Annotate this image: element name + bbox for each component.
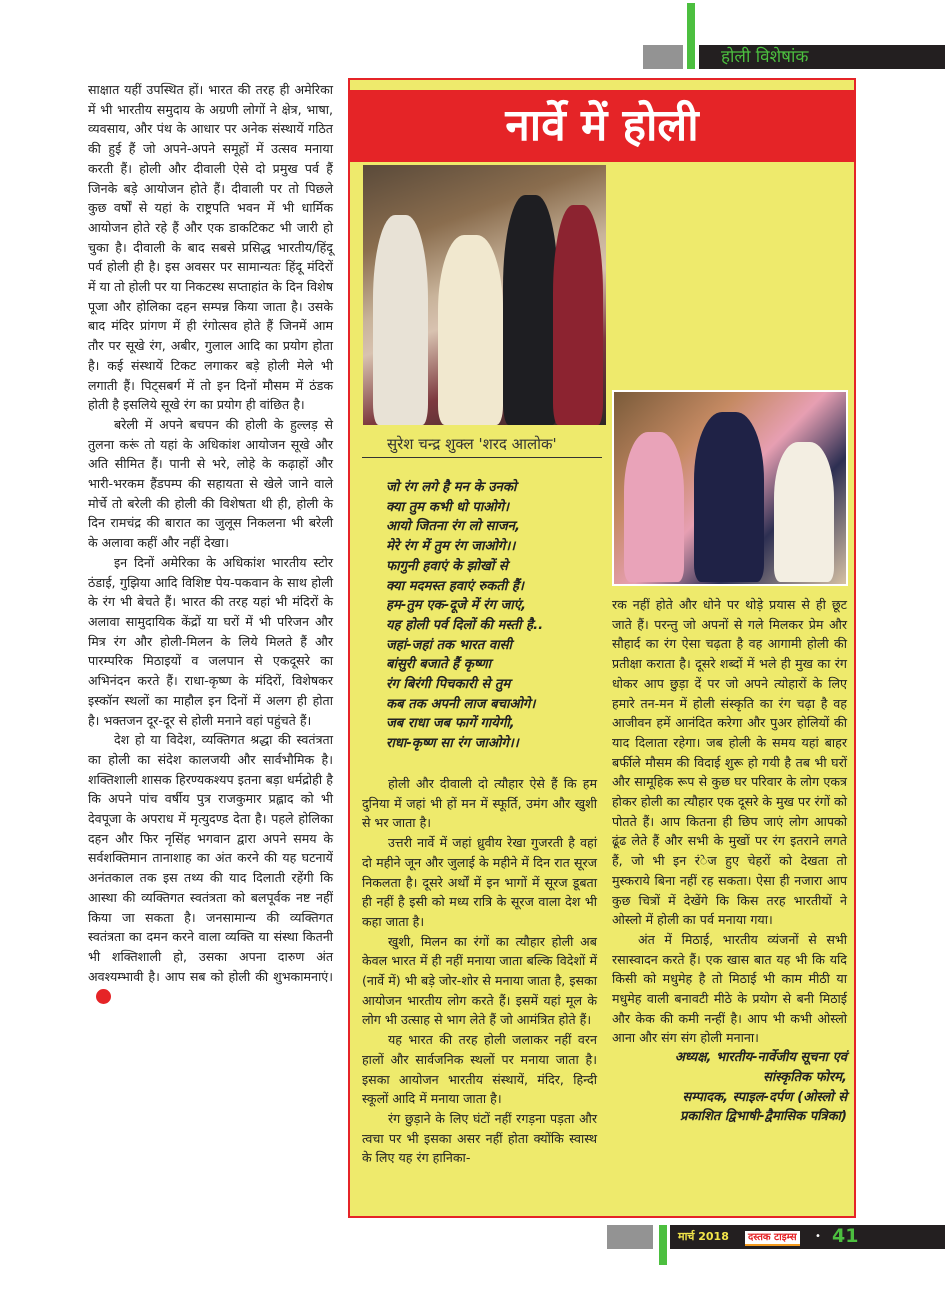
paragraph: यह भारत की तरह होली जलाकर नहीं वरन हालों और सार्वजनिक स्थलों पर मनाया जाता है। इसका आयोजन भारतीय संस्थायें, मंदिर, हिन्दी स्कूलों आदि में मनाया जाता है। — [362, 1032, 597, 1107]
end-mark-icon — [96, 989, 111, 1004]
holi-women-photo — [612, 390, 848, 586]
poem-line: क्या मदमस्त हवाएं रुकती हैं। — [386, 578, 524, 594]
poem — [386, 478, 606, 754]
author-signature — [612, 1048, 847, 1127]
page-number: 41 — [832, 1225, 859, 1247]
poem-line: आयो जितना रंग लो साजन, — [386, 519, 520, 535]
section-label: होली विशेषांक — [699, 45, 945, 69]
signature-line: अध्यक्ष, भारतीय-नार्वेजीय सूचना एवं — [674, 1050, 847, 1066]
poem-line: मेरे रंग में तुम रंग जाओगे।। — [386, 539, 516, 555]
paragraph: रंग छुड़ाने के लिए घंटों नहीं रगड़ना पड़ता और त्वचा पर भी इसका असर नहीं होता क्योंकि स्वास्थ के लिए यह रंग हानिका- — [362, 1110, 597, 1166]
poem-line: बांसुरी बजाते हैं कृष्णा — [386, 657, 492, 673]
paragraph: बरेली में अपने बचपन की होली के हुल्लड़ से तुलना करूं तो यहां के अधिकांश आयोजन सूखे और अति सीमित हैं। पानी से भरे, लोहे के कढ़ाहों और भारी-भरकम हैंडपम्प की सहायता से खेले जाने वाले मोर्चे तो बरेली की होली की विशेषता थी ही, होली के दिन रामचंद्र की बारात का जुलूस निकलना भी बरेली के अलावा कहीं और नहीं देखा। — [88, 416, 333, 551]
paragraph: इन दिनों अमेरिका के अधिकांश भारतीय स्टोर ठंडाई, गुझिया आदि विशिष्ट पेय-पकवान के साथ होली के रंग भी बेचते हैं। भारत की तरह यहां भी मंदिरों के अलावा सामुदायिक केंद्रों या घरों में भी परिजन और मित्र रंग और होली-मिलन के लिये मिलते हैं और पारम्परिक मिठाइयों व जलपान से एकदूसरे का अभिनंदन करते हैं। राधा-कृष्ण के मंदिरों, विशेषकर इस्कॉन स्थलों का माहौल इन दिनों में अलग ही होता है। भक्तजन दूर-दूर से होली मनाने वहां पहुंचते हैं। — [88, 554, 333, 728]
left-column — [88, 80, 333, 1006]
signature-line: प्रकाशित द्विभाषी-द्वैमासिक पत्रिका) — [679, 1109, 847, 1125]
paragraph: अंत में मिठाई, भारतीय व्यंजनों से सभी रसास्वादन करते हैं। एक खास बात यह भी कि यदि किसी को मधुमेह है तो मिठाई भी काम मीठी या मधुमेह वाली बनावटी मीठे के प्रयोग से बनी मिठाई और केक की कमी नन्हीं है। आप भी कभी ओस्लो आना और संग संग होली मनाना। — [612, 931, 847, 1046]
signature-line: सांस्कृतिक फोरम, — [763, 1069, 847, 1085]
paragraph: होली और दीवाली दो त्यौहार ऐसे हैं कि हम दुनिया में जहां भी हों मन में स्फूर्ति, उमंग और खुशी से भर जाता है। — [362, 776, 597, 831]
author-byline: सुरेश चन्द्र शुक्ल 'शरद आलोक' — [362, 434, 602, 458]
paragraph: खुशी, मिलन का रंगों का त्यौहार होली अब केवल भारत में ही नहीं मनाया जाता बल्कि विदेशों में (नार्वे में) भी बड़े जोर-शोर से मनाया जाता है, इसका आयोजन भारतीय लोग करते हैं। इसमें यहां मूल के लोग भी उत्साह से भाग लेते हैं जो आमंत्रित होते हैं। — [362, 933, 597, 1028]
issue-date: मार्च 2018 — [678, 1230, 729, 1243]
paragraph: साक्षात यहीं उपस्थित हों। भारत की तरह ही अमेरिका में भी भारतीय समुदाय के अग्रणी लोगों ने क्षेत्र, भाषा, व्यवसाय, और पंथ के आधार पर अनेक संस्थायें गठित की हुई हैं जो अपने-अपने समूहों में उत्सव मनाया करती हैं। होली और दीवाली ऐसे दो प्रमुख पर्व हैं जिनके बड़े आयोजन होते हैं। दीवाली पर तो पिछले कुछ वर्षों से यहां के राष्ट्रपति भवन में भी धार्मिक आयोजन होते रहे हैं और एक डाकटिकट भी जारी हो चुका है। दीवाली के बाद सबसे प्रसिद्ध भारतीय/हिंदू पर्व होली ही है। इस अवसर पर सामान्यतः हिंदू मंदिरों में या तो होली पर या निकटस्थ सप्ताहांत के दिन विशेष पूजा और होलिका दहन सम्पन्न किया जाता है। उसके बाद मंदिर प्रांगण में ही रंगोत्सव होते हैं जिनमें आम तौर पर सूखे रंग, अबीर, गुलाल आदि का प्रयोग होता है। कई संस्थायें टिकट लगाकर बड़े होली मेले भी लगाती हैं। पिट्सबर्ग में तो इन दिनों मौसम में ठंडक होती है इसलिये सूखे रंग का प्रयोग ही वांछित है। — [88, 82, 333, 413]
poem-line: जो रंग लगे है मन के उनको — [386, 480, 517, 495]
paragraph — [88, 730, 333, 1006]
poem-line: कब तक अपनी लाज बचाओगे। — [386, 696, 536, 712]
poem-line: रंग बिरंगी पिचकारी से तुम — [386, 677, 511, 693]
poem-line: क्या तुम कभी धो पाओगे। — [386, 499, 510, 515]
footer-separator: • — [815, 1231, 821, 1242]
holi-group-photo — [363, 165, 606, 425]
header-gray-block — [643, 45, 683, 69]
poem-line: हम-तुम एक-दूजे में रंग जाएं, — [386, 598, 527, 614]
magazine-logo: दस्तक टाइम्स — [745, 1231, 800, 1246]
poem-line: राधा-कृष्ण सा रंग जाओगे।। — [386, 736, 519, 752]
poem-line: जहां-जहां तक भारत वासी — [386, 637, 512, 653]
paragraph: उत्तरी नार्वे में जहां ध्रुवीय रेखा गुजरती है वहां दो महीने जून और जुलाई के महीने में दिन रात सूरज निकलता है। दूसरे अर्थों में इन भागों में सूरज डूबता ही नहीं है इसी को मध्य रात्रि के सूरज वाला देश भी कहा जाता है। — [362, 835, 597, 929]
footer-green-bar — [659, 1225, 667, 1265]
signature-line: सम्पादक, स्पाइल-दर्पण (ओस्लो से — [682, 1089, 847, 1105]
paragraph-text: देश हो या विदेश, व्यक्तिगत श्रद्धा की स्वतंत्रता का होली का संदेश कालजयी और सार्वभौमिक है। शक्तिशाली शासक हिरण्यकश्यप इतना बड़ा धर्मद्रोही है कि अपने पांच वर्षीय पुत्र राजकुमार प्रह्लाद को भी देवपूजा के अपराध में मृत्युदण्ड देता है। पहले होलिका दहन और फिर नृसिंह भगवान द्वारा अपने समय के सर्वशक्तिमान तानाशाह का अंत करने की यह घटनायें अनंतकाल तक इस तथ्य की याद दिलाती रहेंगी कि आस्था की व्यक्तिगत स्वतंत्रता को बलपूर्वक नष्ट नहीं किया जा सकता है। जनसामान्य की व्यक्तिगत स्वतंत्रता का दमन करने वाला व्यक्ति या संस्था कितनी भी शक्तिशाली हो, उसका अपना दारुण अंत अवश्यम्भावी है। आप सब को होली की शुभकामनाएं। — [88, 732, 333, 984]
header-green-bar — [687, 3, 695, 69]
right-column — [612, 595, 847, 1127]
footer-gray-block — [607, 1225, 653, 1249]
poem-line: यह होली पर्व दिलों की मस्ती है.. — [386, 617, 544, 633]
paragraph: रक नहीं होते और धोने पर थोड़े प्रयास से ही छूट जाते हैं। परन्तु जो अपनों से गले मिलकर प्रेम और सौहार्द का रंग ऐसा चढ़ता है वह आगामी होली की प्रतीक्षा कराता है। दूसरे शब्दों में भले ही मुख का रंग धोकर आप छुड़ा दें पर जो अपने त्योहारों के लिए हमारे तन-मन में होली संस्कृति का रंग चढ़ा है वह आजीवन हमें आनंदित करेगा और पुअर होलियों की याद दिलाता रहेगा। जब होली के समय यहां बाहर बर्फीले मौसम की विदाई शुरू हो गयी है तब भी घरों और सामूहिक रूप से कुछ घर परिवार के लोग एकत्र होकर होली का त्यौहार एक दूसरे के मुख पर रंगों को पोतते हैं। आप कितना ही छिप जाएं लोग आपको ढूंढ लेते हैं और सभी के मुखों पर रंग इतराने लगते हैं, जो भी इन रंेज हुए चेहरों को देखता तो मुस्कराये बिना नहीं रह सकता। ऐसा ही नजारा आप कुछ चित्रों में देखेंगे कि किस तरह भारतीयों ने ओस्लो में होली का पर्व मनाया गया। — [612, 597, 847, 928]
poem-line: जब राधा जब फागें गायेगी, — [386, 716, 515, 732]
poem-line: फागुनी हवाएं के झोखों से — [386, 558, 508, 574]
article-title: नार्वे में होली — [350, 90, 854, 162]
middle-column — [362, 774, 597, 1168]
